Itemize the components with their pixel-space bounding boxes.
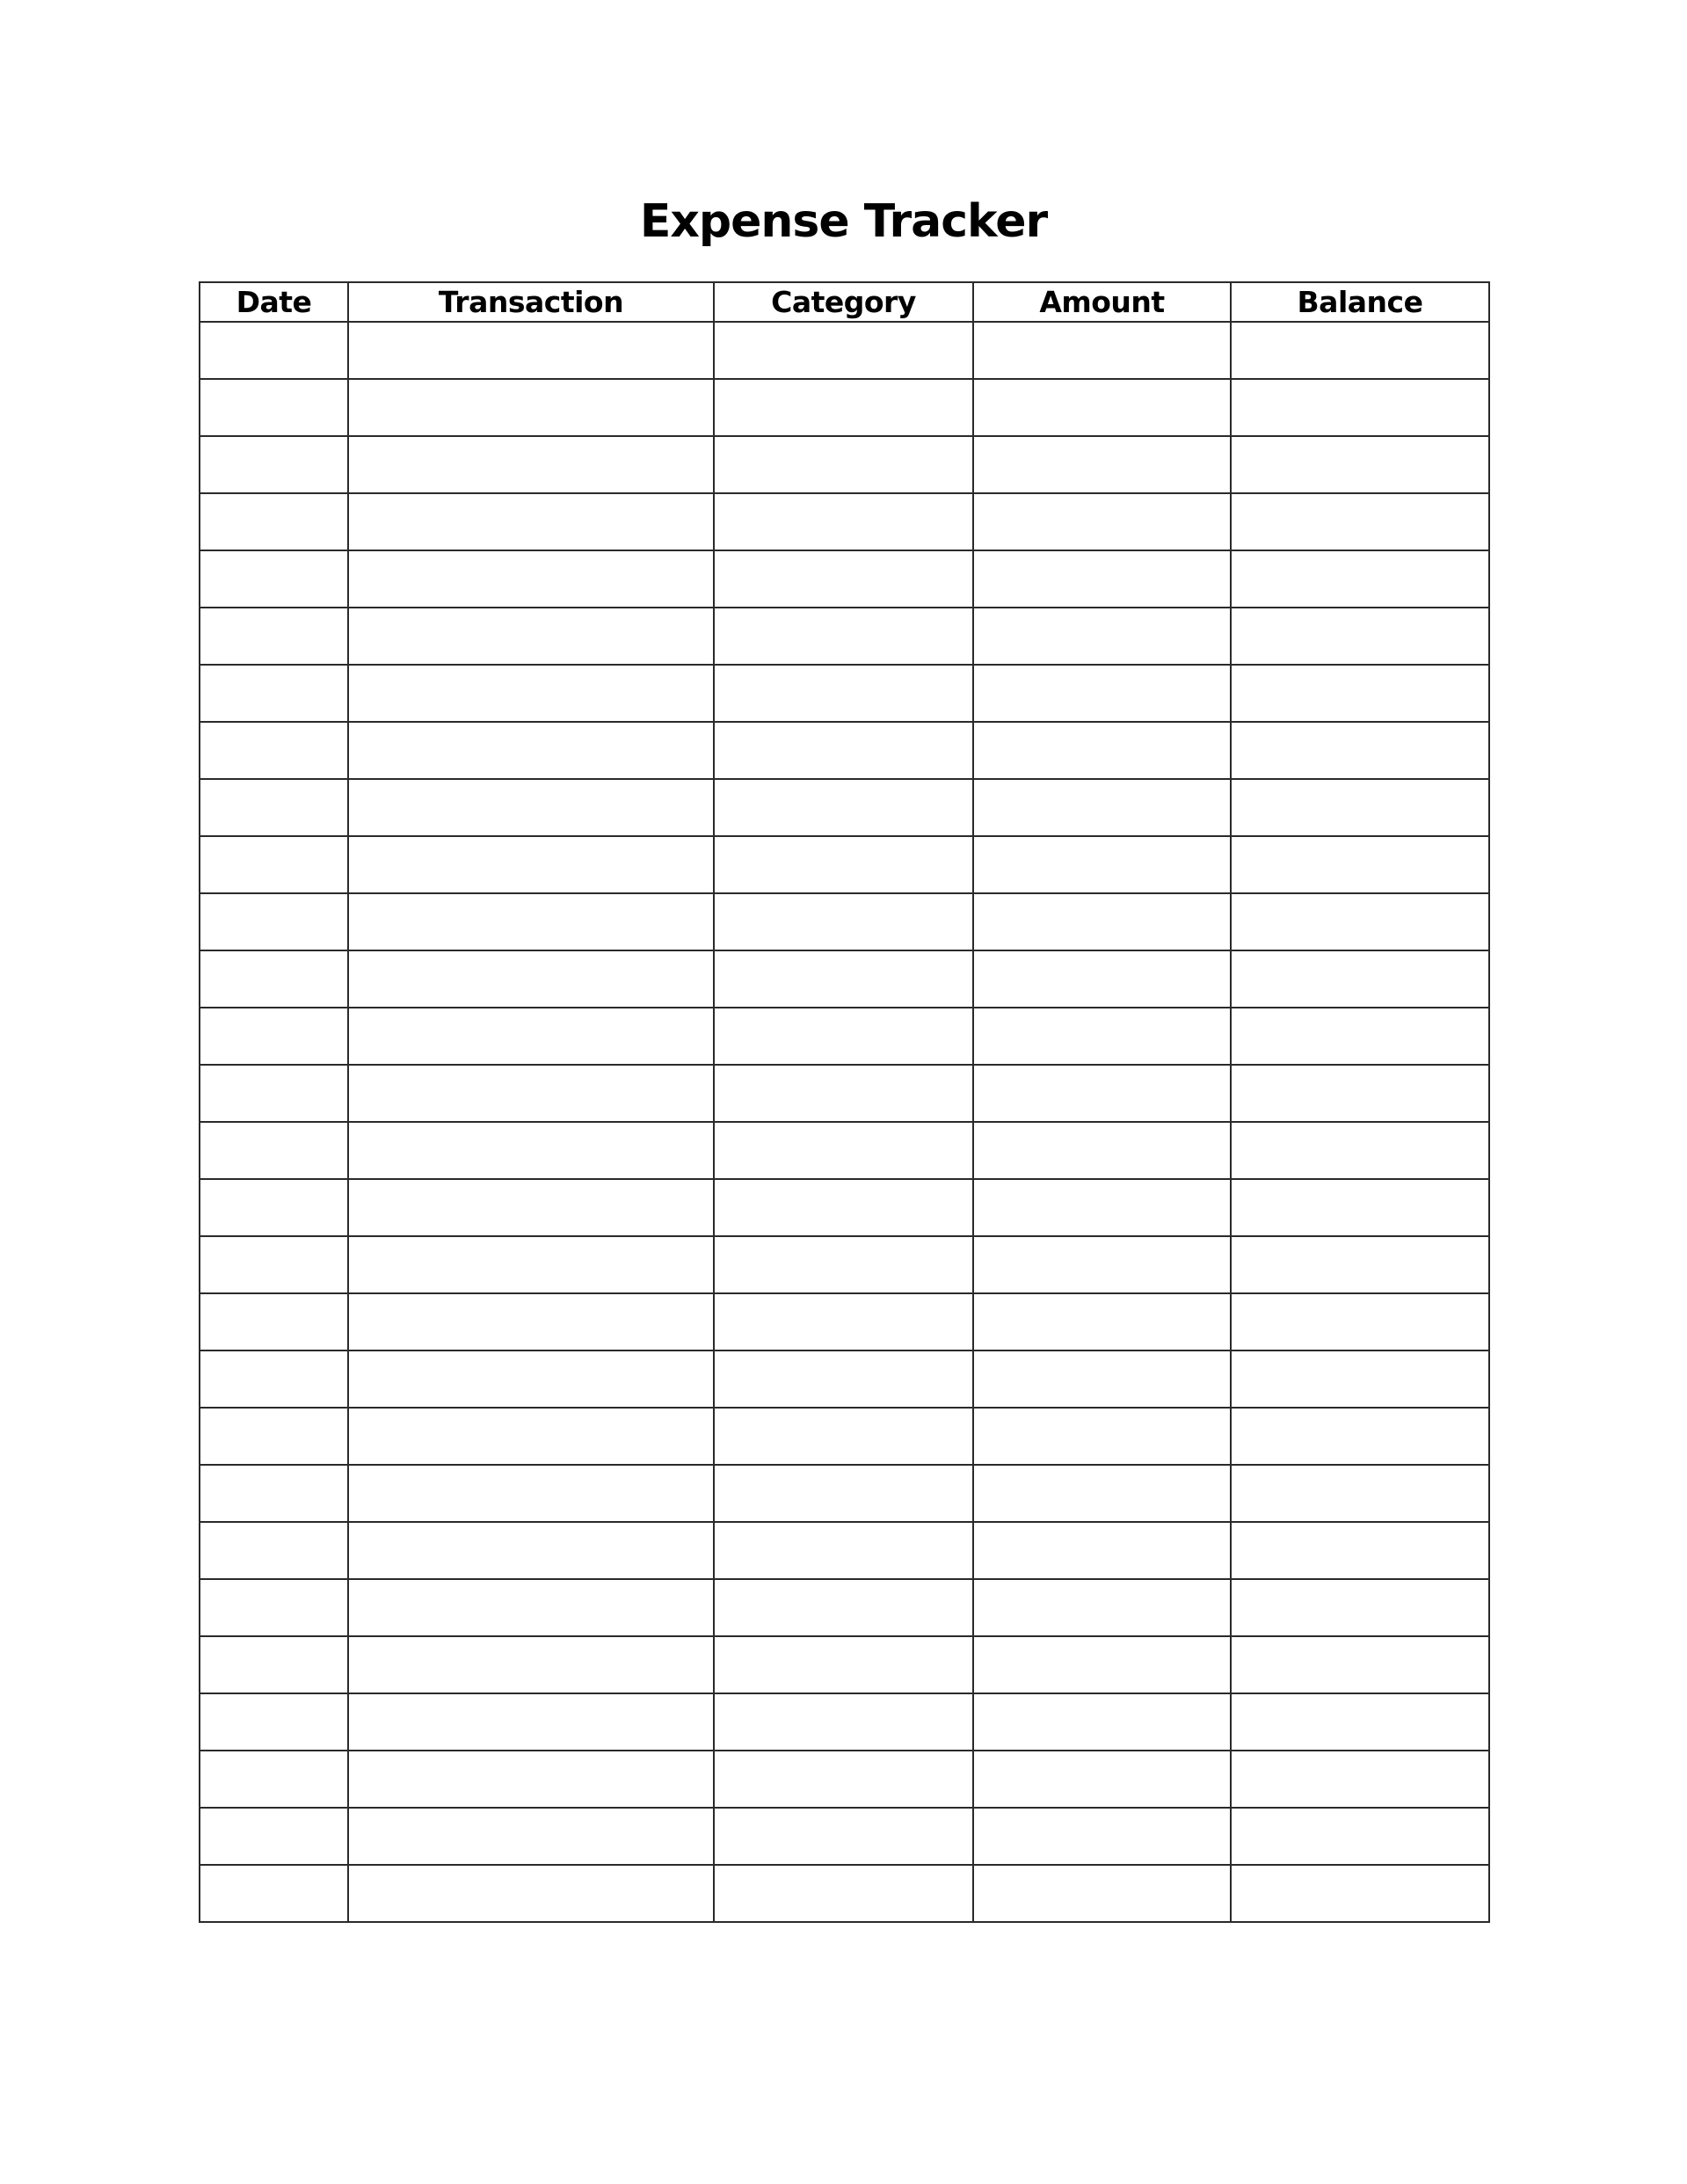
- cell-category[interactable]: [714, 1579, 973, 1636]
- cell-category[interactable]: [714, 1008, 973, 1065]
- table-row: [200, 836, 1489, 893]
- cell-category[interactable]: [714, 1465, 973, 1522]
- cell-balance[interactable]: [1231, 1808, 1489, 1865]
- cell-category[interactable]: [714, 1636, 973, 1693]
- cell-transaction[interactable]: [348, 379, 714, 436]
- cell-balance[interactable]: [1231, 493, 1489, 550]
- cell-category[interactable]: [714, 379, 973, 436]
- cell-date[interactable]: [200, 1122, 348, 1179]
- cell-category[interactable]: [714, 665, 973, 722]
- cell-balance[interactable]: [1231, 836, 1489, 893]
- cell-balance[interactable]: [1231, 608, 1489, 665]
- cell-category[interactable]: [714, 550, 973, 608]
- cell-transaction[interactable]: [348, 1579, 714, 1636]
- table-row: [200, 1693, 1489, 1751]
- cell-amount[interactable]: [973, 1008, 1231, 1065]
- table-row: [200, 1236, 1489, 1293]
- cell-date[interactable]: [200, 1293, 348, 1350]
- cell-transaction[interactable]: [348, 893, 714, 950]
- cell-category[interactable]: [714, 1751, 973, 1808]
- cell-date[interactable]: [200, 1008, 348, 1065]
- cell-category[interactable]: [714, 322, 973, 379]
- table-row: [200, 950, 1489, 1008]
- cell-amount[interactable]: [973, 1065, 1231, 1122]
- column-header-category: Category: [714, 282, 973, 322]
- cell-amount[interactable]: [973, 665, 1231, 722]
- cell-balance[interactable]: [1231, 1465, 1489, 1522]
- cell-date[interactable]: [200, 1693, 348, 1751]
- cell-amount[interactable]: [973, 893, 1231, 950]
- cell-transaction[interactable]: [348, 779, 714, 836]
- cell-date[interactable]: [200, 722, 348, 779]
- table-row: [200, 1350, 1489, 1408]
- cell-amount[interactable]: [973, 322, 1231, 379]
- cell-date[interactable]: [200, 1065, 348, 1122]
- cell-category[interactable]: [714, 1065, 973, 1122]
- expense-table: [199, 281, 1490, 1923]
- table-row: [200, 1122, 1489, 1179]
- table-row: [200, 1751, 1489, 1808]
- cell-balance[interactable]: [1231, 950, 1489, 1008]
- cell-transaction[interactable]: [348, 1522, 714, 1579]
- cell-transaction[interactable]: [348, 665, 714, 722]
- table-row: [200, 322, 1489, 379]
- table-row: [200, 1636, 1489, 1693]
- column-header-transaction: Transaction: [348, 282, 714, 322]
- table-row: [200, 493, 1489, 550]
- cell-date[interactable]: [200, 436, 348, 493]
- cell-transaction[interactable]: [348, 1179, 714, 1236]
- cell-balance[interactable]: [1231, 1408, 1489, 1465]
- cell-date[interactable]: [200, 836, 348, 893]
- cell-transaction[interactable]: [348, 1008, 714, 1065]
- table-row: [200, 1522, 1489, 1579]
- cell-balance[interactable]: [1231, 1293, 1489, 1350]
- cell-balance[interactable]: [1231, 722, 1489, 779]
- cell-transaction[interactable]: [348, 950, 714, 1008]
- cell-amount[interactable]: [973, 1693, 1231, 1751]
- cell-category[interactable]: [714, 1350, 973, 1408]
- cell-date[interactable]: [200, 1179, 348, 1236]
- cell-balance[interactable]: [1231, 1236, 1489, 1293]
- cell-transaction[interactable]: [348, 1236, 714, 1293]
- cell-category[interactable]: [714, 893, 973, 950]
- cell-date[interactable]: [200, 893, 348, 950]
- cell-category[interactable]: [714, 836, 973, 893]
- cell-date[interactable]: [200, 1865, 348, 1922]
- cell-category[interactable]: [714, 608, 973, 665]
- cell-transaction[interactable]: [348, 836, 714, 893]
- column-header-amount: Amount: [973, 282, 1231, 322]
- table-row: [200, 1179, 1489, 1236]
- cell-date[interactable]: [200, 1236, 348, 1293]
- cell-date[interactable]: [200, 1751, 348, 1808]
- cell-date[interactable]: [200, 1808, 348, 1865]
- table-row: [200, 379, 1489, 436]
- cell-amount[interactable]: [973, 836, 1231, 893]
- column-header-balance: Balance: [1231, 282, 1489, 322]
- cell-balance[interactable]: [1231, 1751, 1489, 1808]
- table-row: [200, 550, 1489, 608]
- table-row: [200, 1579, 1489, 1636]
- column-header-date: Date: [200, 282, 348, 322]
- table-row: [200, 1065, 1489, 1122]
- cell-amount[interactable]: [973, 436, 1231, 493]
- cell-date[interactable]: [200, 1579, 348, 1636]
- cell-category[interactable]: [714, 1122, 973, 1179]
- cell-balance[interactable]: [1231, 1122, 1489, 1179]
- cell-category[interactable]: [714, 1236, 973, 1293]
- cell-amount[interactable]: [973, 1522, 1231, 1579]
- cell-balance[interactable]: [1231, 1350, 1489, 1408]
- cell-amount[interactable]: [973, 1179, 1231, 1236]
- cell-transaction[interactable]: [348, 1465, 714, 1522]
- cell-transaction[interactable]: [348, 1636, 714, 1693]
- cell-date[interactable]: [200, 1350, 348, 1408]
- cell-category[interactable]: [714, 950, 973, 1008]
- cell-date[interactable]: [200, 322, 348, 379]
- table-row: [200, 665, 1489, 722]
- cell-transaction[interactable]: [348, 608, 714, 665]
- cell-transaction[interactable]: [348, 436, 714, 493]
- cell-balance[interactable]: [1231, 379, 1489, 436]
- cell-amount[interactable]: [973, 379, 1231, 436]
- cell-transaction[interactable]: [348, 1751, 714, 1808]
- cell-amount[interactable]: [973, 1236, 1231, 1293]
- cell-transaction[interactable]: [348, 1065, 714, 1122]
- cell-amount[interactable]: [973, 1465, 1231, 1522]
- cell-balance[interactable]: [1231, 1008, 1489, 1065]
- cell-category[interactable]: [714, 722, 973, 779]
- cell-amount[interactable]: [973, 779, 1231, 836]
- cell-transaction[interactable]: [348, 493, 714, 550]
- cell-date[interactable]: [200, 493, 348, 550]
- cell-category[interactable]: [714, 1522, 973, 1579]
- cell-amount[interactable]: [973, 1350, 1231, 1408]
- cell-amount[interactable]: [973, 1636, 1231, 1693]
- cell-balance[interactable]: [1231, 322, 1489, 379]
- cell-amount[interactable]: [973, 722, 1231, 779]
- cell-balance[interactable]: [1231, 1693, 1489, 1751]
- cell-date[interactable]: [200, 950, 348, 1008]
- cell-balance[interactable]: [1231, 779, 1489, 836]
- cell-balance[interactable]: [1231, 893, 1489, 950]
- cell-date[interactable]: [200, 1465, 348, 1522]
- cell-date[interactable]: [200, 1408, 348, 1465]
- cell-transaction[interactable]: [348, 1350, 714, 1408]
- cell-date[interactable]: [200, 779, 348, 836]
- cell-transaction[interactable]: [348, 722, 714, 779]
- cell-transaction[interactable]: [348, 1293, 714, 1350]
- cell-category[interactable]: [714, 1808, 973, 1865]
- cell-date[interactable]: [200, 1636, 348, 1693]
- table-row: [200, 1408, 1489, 1465]
- cell-amount[interactable]: [973, 550, 1231, 608]
- cell-balance[interactable]: [1231, 1865, 1489, 1922]
- cell-amount[interactable]: [973, 1865, 1231, 1922]
- cell-transaction[interactable]: [348, 550, 714, 608]
- table-row: [200, 1865, 1489, 1922]
- table-row: [200, 893, 1489, 950]
- cell-category[interactable]: [714, 1865, 973, 1922]
- cell-date[interactable]: [200, 1522, 348, 1579]
- cell-category[interactable]: [714, 1408, 973, 1465]
- cell-category[interactable]: [714, 779, 973, 836]
- table-body: [200, 322, 1489, 1922]
- cell-amount[interactable]: [973, 493, 1231, 550]
- cell-amount[interactable]: [973, 1293, 1231, 1350]
- cell-transaction[interactable]: [348, 1865, 714, 1922]
- cell-amount[interactable]: [973, 1408, 1231, 1465]
- cell-amount[interactable]: [973, 1122, 1231, 1179]
- cell-transaction[interactable]: [348, 1808, 714, 1865]
- cell-balance[interactable]: [1231, 1065, 1489, 1122]
- cell-balance[interactable]: [1231, 665, 1489, 722]
- header-row: [200, 282, 1489, 322]
- cell-amount[interactable]: [973, 1751, 1231, 1808]
- cell-transaction[interactable]: [348, 1122, 714, 1179]
- cell-category[interactable]: [714, 436, 973, 493]
- table-row: [200, 608, 1489, 665]
- cell-category[interactable]: [714, 1179, 973, 1236]
- cell-amount[interactable]: [973, 608, 1231, 665]
- cell-transaction[interactable]: [348, 1408, 714, 1465]
- cell-balance[interactable]: [1231, 1636, 1489, 1693]
- cell-amount[interactable]: [973, 1808, 1231, 1865]
- cell-transaction[interactable]: [348, 1693, 714, 1751]
- table-row: [200, 1465, 1489, 1522]
- cell-date[interactable]: [200, 550, 348, 608]
- cell-balance[interactable]: [1231, 1179, 1489, 1236]
- table-row: [200, 1293, 1489, 1350]
- cell-category[interactable]: [714, 1293, 973, 1350]
- table-row: [200, 722, 1489, 779]
- page-title: Expense Tracker: [639, 195, 1048, 248]
- cell-date[interactable]: [200, 665, 348, 722]
- table-row: [200, 1808, 1489, 1865]
- cell-date[interactable]: [200, 379, 348, 436]
- table-row: [200, 779, 1489, 836]
- cell-category[interactable]: [714, 493, 973, 550]
- cell-date[interactable]: [200, 608, 348, 665]
- cell-transaction[interactable]: [348, 322, 714, 379]
- table-row: [200, 436, 1489, 493]
- cell-balance[interactable]: [1231, 1522, 1489, 1579]
- cell-amount[interactable]: [973, 950, 1231, 1008]
- cell-category[interactable]: [714, 1693, 973, 1751]
- cell-balance[interactable]: [1231, 550, 1489, 608]
- table-row: [200, 1008, 1489, 1065]
- cell-amount[interactable]: [973, 1579, 1231, 1636]
- cell-balance[interactable]: [1231, 1579, 1489, 1636]
- cell-balance[interactable]: [1231, 436, 1489, 493]
